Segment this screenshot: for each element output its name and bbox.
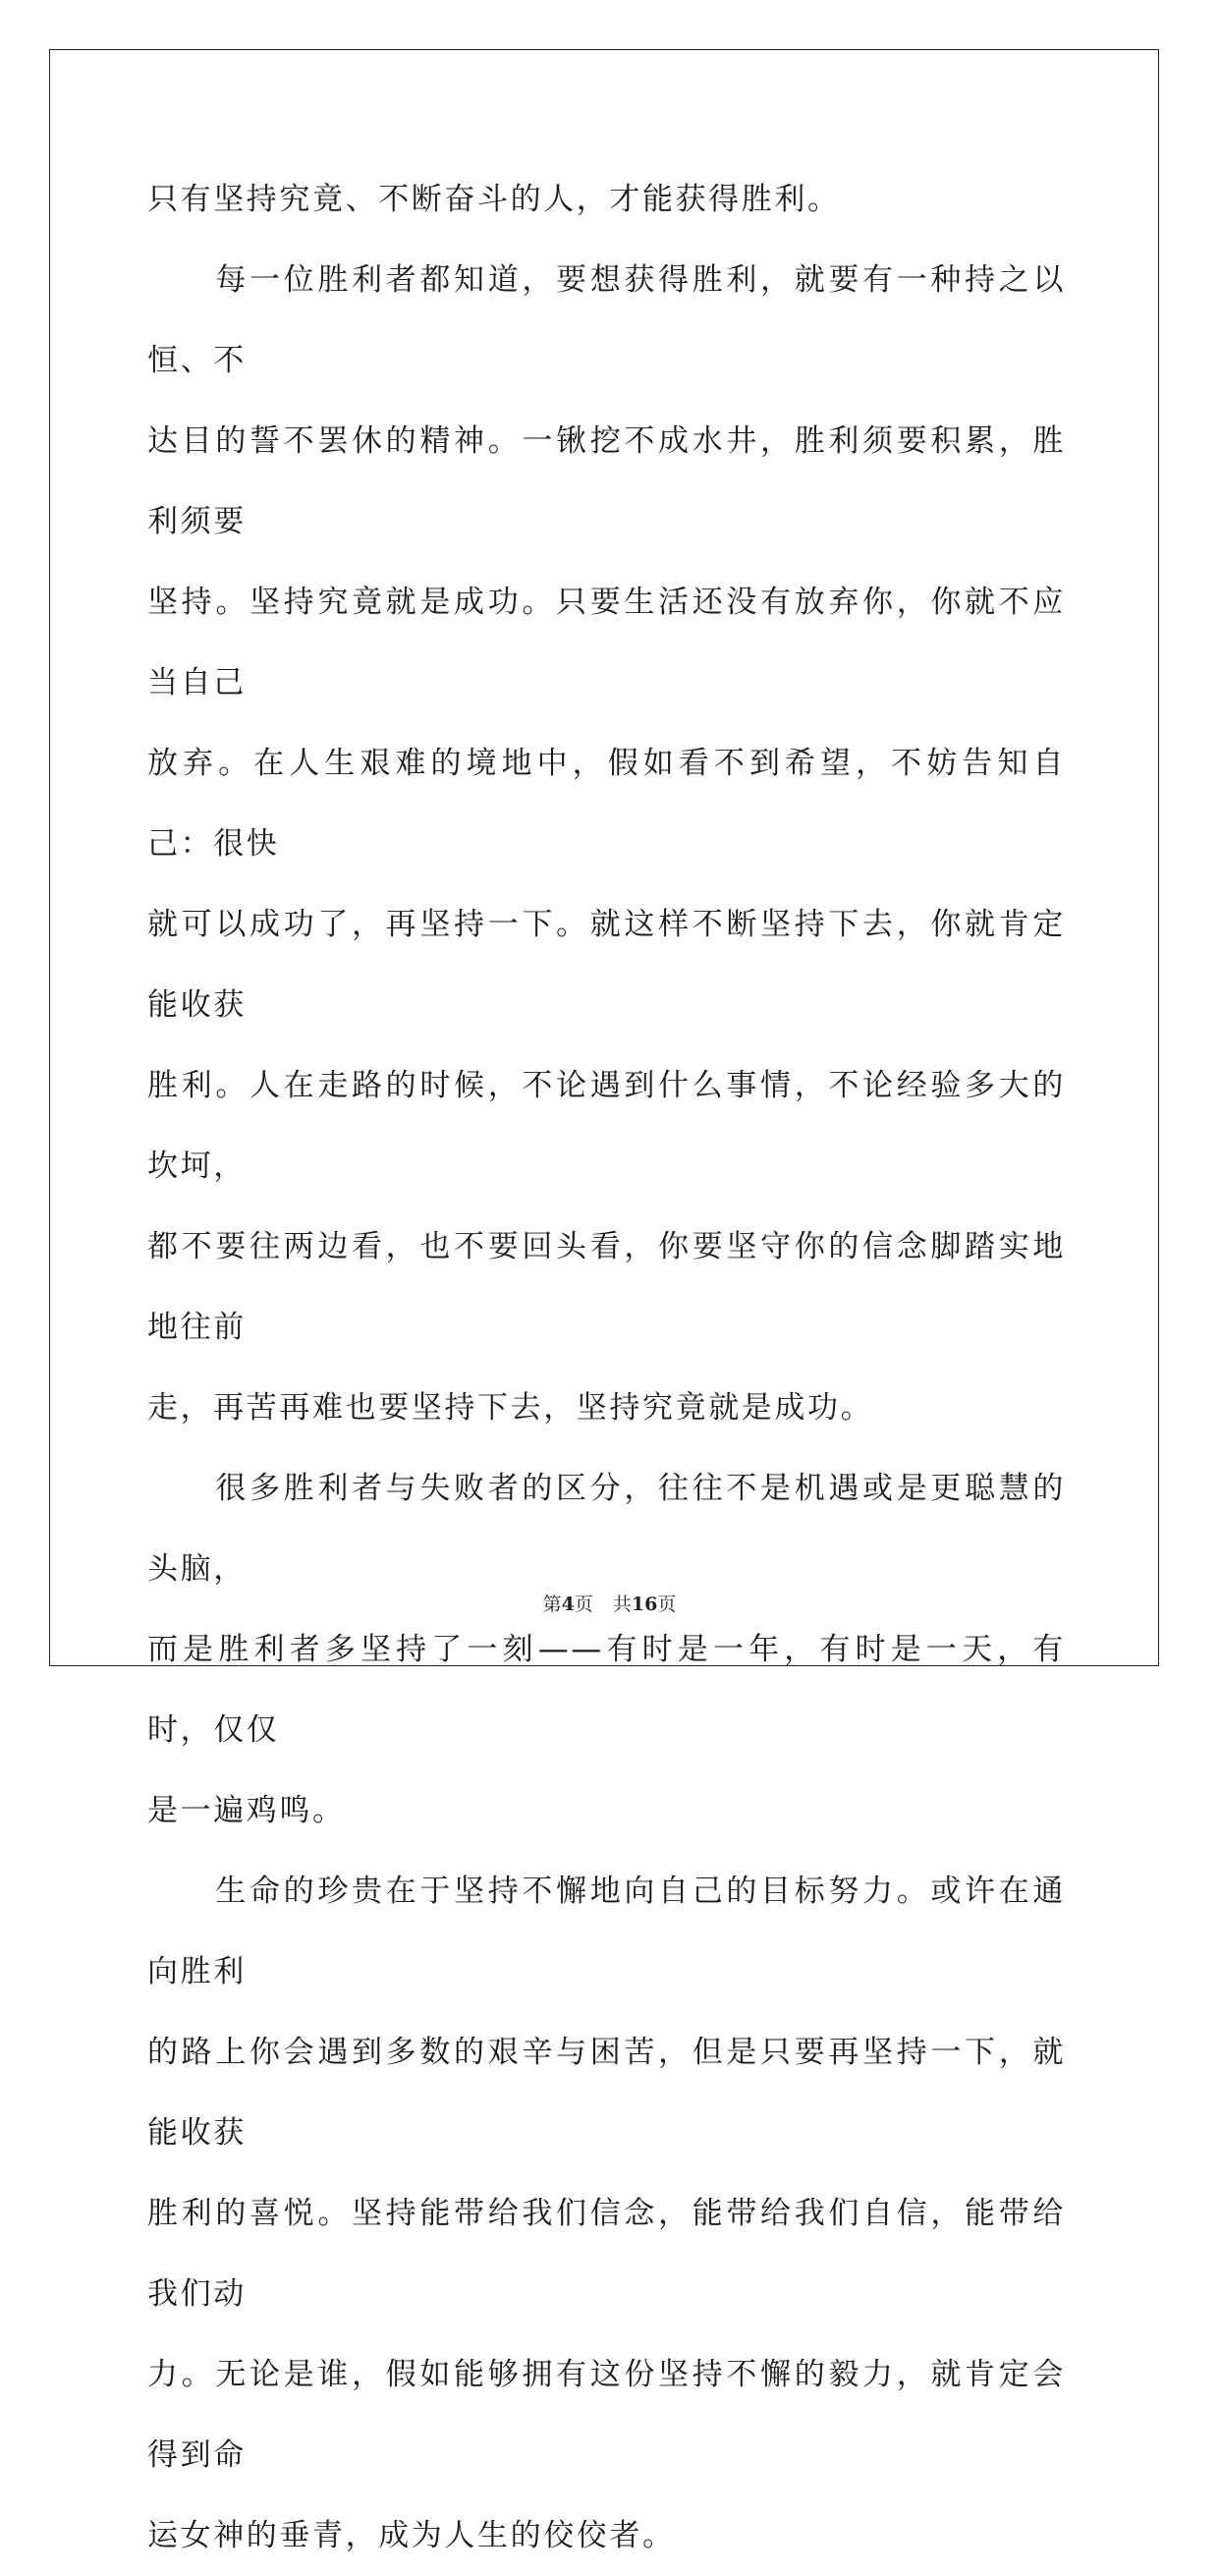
- total-prefix: 共: [612, 1594, 632, 1615]
- page-footer: [0, 1590, 1219, 1616]
- page-suffix: 页: [574, 1594, 593, 1615]
- total-pages: 16: [631, 1594, 658, 1615]
- paragraph-3: 很多胜利者与失败者的区分，往往不是机遇或是更聪慧的头脑， 而是胜利者多坚持了一刻——有时是一年，有时是一天，有时，仅仅 是一遍鸡鸣。: [147, 1471, 1066, 1828]
- paragraph-1: 只有坚持究竟、不断奋斗的人，才能获得胜利。: [147, 182, 841, 217]
- paragraph-4: 生命的珍贵在于坚持不懈地向自己的目标努力。或许在通向胜利 的路上你会遇到多数的艰辛与困苦，但是只要再坚持一下，就能收获 胜利的喜悦。坚持能带给我们信念，能带给我们自信，能带给我们动 力。无论是谁，假如能够拥有这份坚持不懈的毅力，就肯定会得到命 运女神的垂青，成为人生的佼佼者。: [147, 1874, 1066, 2553]
- document-body: [147, 159, 1066, 2576]
- paragraph-2: 每一位胜利者都知道，要想获得胜利，就要有一种持之以恒、不 达目的誓不罢休的精神。一锹挖不成水井，胜利须要积累，胜利须要 坚持。坚持究竟就是成功。只要生活还没有放弃你，你就不应当自己 放弃。在人生艰难的境地中，假如看不到希望，不妨告知自己：很快 就可以成功了，再坚持一下。就这样不断坚持下去，你就肯定能收获 胜利。人在走路的时候，不论遇到什么事情，不论经验多大的坎坷， 都不要往两边看，也不要回头看，你要坚守你的信念脚踏实地地往前 走，再苦再难也要坚持下去，坚持究竟就是成功。: [147, 262, 1066, 1426]
- page-number: 4: [561, 1594, 575, 1615]
- total-suffix: 页: [657, 1594, 677, 1615]
- page-prefix: 第: [542, 1594, 562, 1615]
